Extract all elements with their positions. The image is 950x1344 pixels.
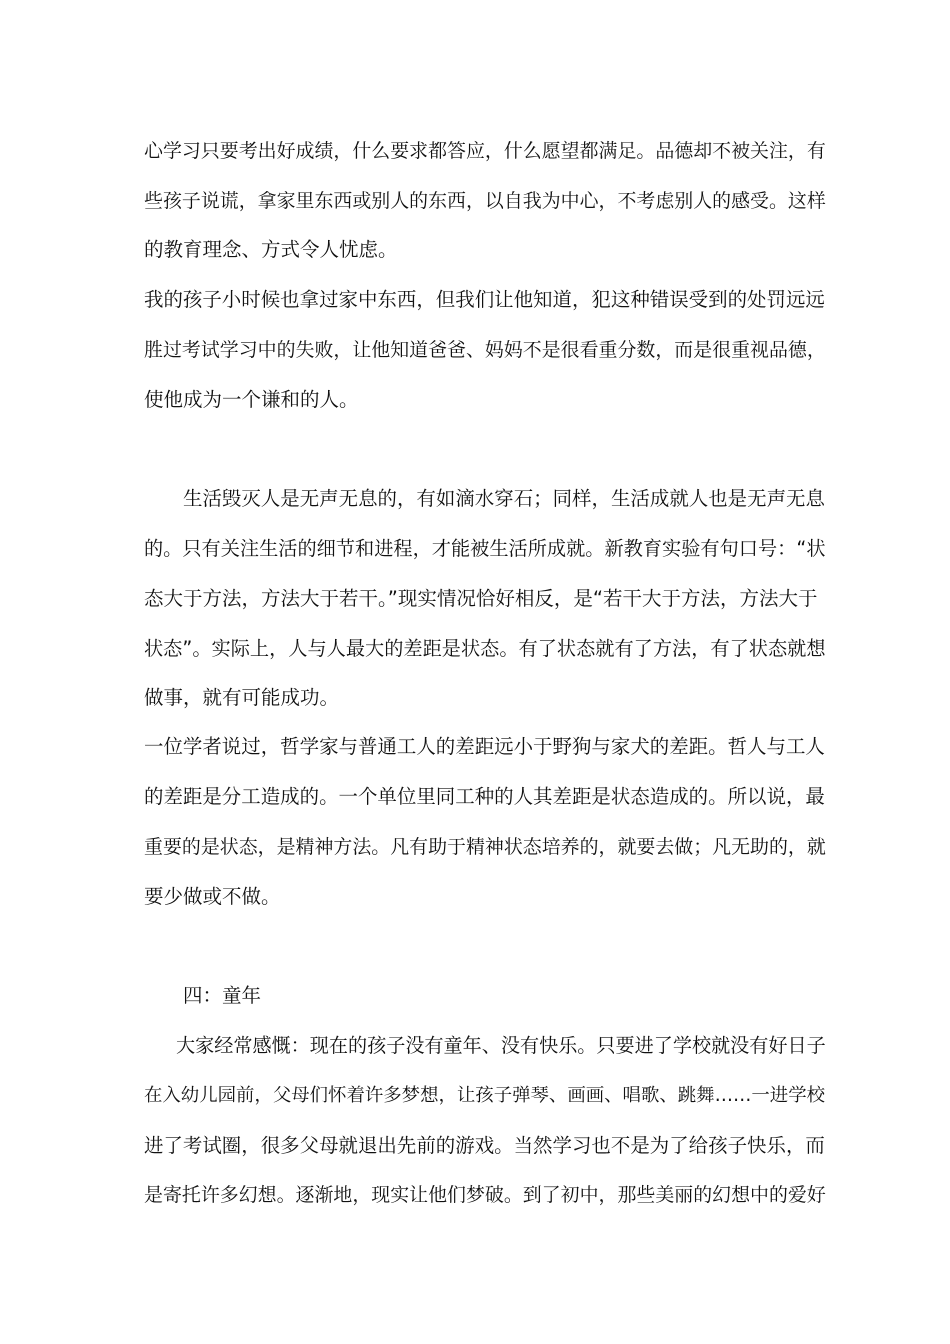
text-line: 的。只有关注生活的细节和进程，才能被生活所成就。新教育实验有句口号：“状 — [144, 537, 826, 560]
text-line: 的教育理念、方式令人忧虑。 — [144, 238, 398, 261]
text-line: 使他成为一个谦和的人。 — [144, 388, 359, 411]
text-line: 胜过考试学习中的失败，让他知道爸爸、妈妈不是很看重分数，而是很重视品德， — [144, 339, 826, 361]
text-line: 是寄托许多幻想。逐渐地，现实让他们梦破。到了初中，那些美丽的幻想中的爱好 — [144, 1184, 826, 1206]
text-line: 心学习只要考出好成绩，什么要求都答应，什么愿望都满足。品德却不被关注，有 — [144, 140, 826, 162]
text-line: 大家经常感慨：现在的孩子没有童年、没有快乐。只要进了学校就没有好日子 — [176, 1034, 826, 1057]
text-line: 状态”。实际上，人与人最大的差距是状态。有了状态就有了方法，有了状态就想 — [144, 637, 826, 660]
text-line: 生活毁灭人是无声无息的，有如滴水穿石；同样，生活成就人也是无声无息 — [183, 487, 825, 510]
text-line: 做事，就有可能成功。 — [144, 686, 340, 709]
text-line: 进了考试圈，很多父母就退出先前的游戏。当然学习也不是为了给孩子快乐，而 — [144, 1134, 825, 1157]
text-line: 的差距是分工造成的。一个单位里同工种的人其差距是状态造成的。所以说，最 — [144, 785, 825, 808]
text-line: 重要的是状态，是精神方法。凡有助于精神状态培养的，就要去做；凡无助的，就 — [144, 836, 826, 858]
text-line: 要少做或不做。 — [144, 885, 281, 908]
text-line: 态大于方法，方法大于若干。”现实情况恰好相反，是“若干大于方法，方法大于 — [144, 587, 818, 610]
section-heading: 四：童年 — [183, 984, 262, 1007]
text-line: 我的孩子小时候也拿过家中东西，但我们让他知道，犯这种错误受到的处罚远远 — [144, 288, 825, 311]
text-line: 在入幼儿园前，父母们怀着许多梦想，让孩子弹琴、画画、唱歌、跳舞……一进学校 — [144, 1085, 826, 1106]
text-line: 一位学者说过，哲学家与普通工人的差距远小于野狗与家犬的差距。哲人与工人 — [144, 735, 825, 758]
text-line: 些孩子说谎，拿家里东西或别人的东西，以自我为中心，不考虑别人的感受。这样 — [144, 190, 826, 212]
